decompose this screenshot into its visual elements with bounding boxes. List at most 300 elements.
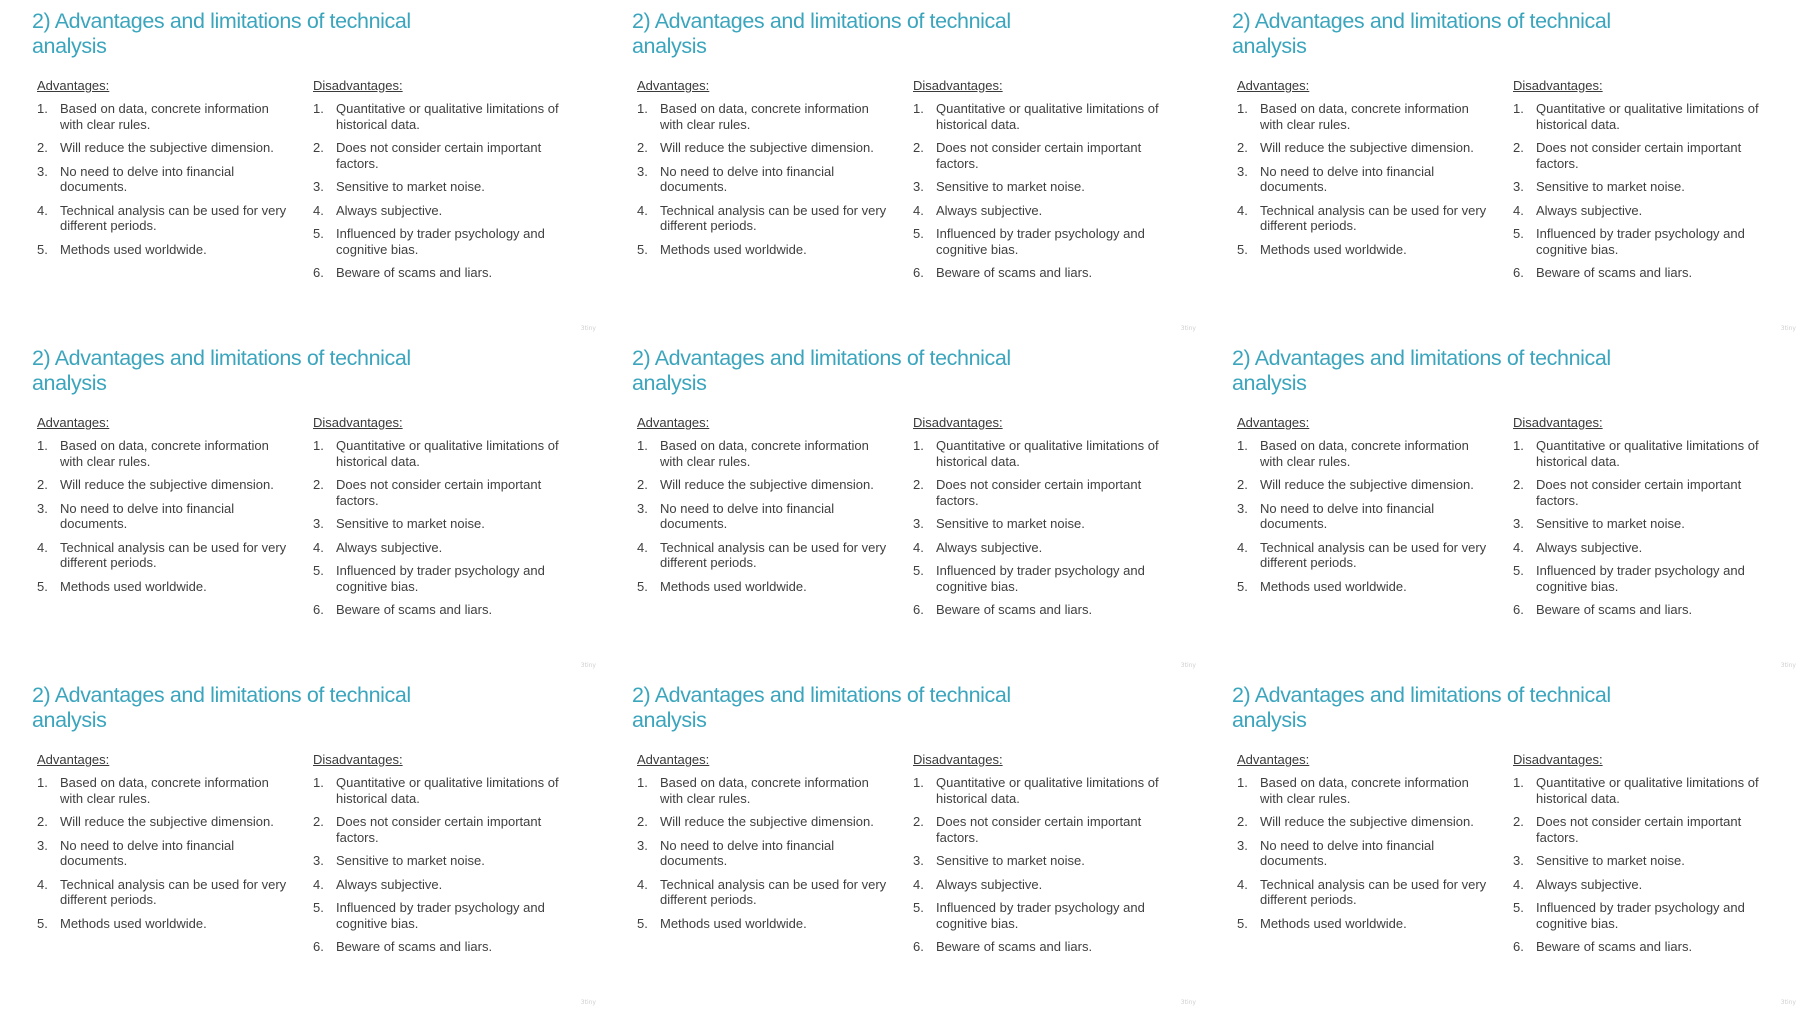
item-text: Always subjective. [1536,876,1643,892]
item-number: 4. [913,539,924,555]
item-number: 2. [913,814,924,829]
disadvantage-item [913,477,1183,508]
item-text: Technical analysis can be used for very different periods. [1260,876,1487,907]
disadvantage-item [313,438,583,469]
disadvantage-item [1513,477,1783,508]
disadvantage-item [913,140,1183,171]
advantage-item [1237,438,1492,469]
item-number: 4. [313,539,324,555]
disadvantages-list [313,775,583,955]
item-text: Technical analysis can be used for very different periods. [60,202,287,233]
advantage-item [1237,164,1492,195]
item-text: Sensitive to market noise. [1536,516,1685,531]
item-text: Methods used worldwide. [1260,915,1407,931]
disadvantage-item [313,602,583,618]
logo-watermark: 3tiny [580,325,596,332]
advantage-item [37,477,292,493]
item-text: Influenced by trader psychology and cognitive bias. [336,563,545,594]
disadvantages-heading: Disadvantages: [313,752,403,767]
disadvantages-list [1513,775,1783,955]
item-text: Quantitative or qualitative limitations of historical data. [936,438,1159,469]
advantage-item [37,916,292,932]
item-number: 3. [637,163,648,179]
advantage-item [637,438,892,469]
logo-watermark: 3tiny [1180,999,1196,1006]
disadvantage-item [313,939,583,955]
item-text: Methods used worldwide. [660,915,807,931]
advantages-column [1237,78,1492,265]
item-number: 4. [913,202,924,218]
item-text: No need to delve into financial documents. [660,500,835,531]
slide-thumbnail[interactable] [600,674,1200,1011]
advantage-item [37,579,292,595]
disadvantages-column [1513,78,1783,289]
item-number: 1. [1237,775,1248,790]
item-number: 3. [913,853,924,868]
item-text: Based on data, concrete information with clear rules. [60,101,269,132]
slide-thumbnail[interactable] [600,0,1200,337]
item-number: 1. [637,775,648,790]
item-number: 4. [37,876,48,892]
slide-title: 2) Advantages and limitations of technical analysis [632,9,1011,58]
item-number: 5. [1513,563,1524,578]
disadvantages-heading: Disadvantages: [913,78,1003,93]
item-number: 2. [637,814,648,829]
item-text: Based on data, concrete information with clear rules. [1260,438,1469,469]
item-text: Based on data, concrete information with clear rules. [1260,775,1469,806]
item-text: Always subjective. [936,876,1043,892]
item-text: No need to delve into financial documents. [1260,837,1435,868]
item-number: 5. [313,900,324,915]
item-number: 1. [37,101,48,116]
item-number: 2. [37,140,48,155]
item-text: Does not consider certain important factors. [336,140,542,171]
item-text: Beware of scams and liars. [936,265,1093,280]
advantage-item [637,916,892,932]
item-number: 4. [1513,876,1524,892]
item-number: 2. [637,477,648,492]
item-number: 3. [37,163,48,179]
disadvantages-heading: Disadvantages: [313,415,403,430]
item-number: 5. [1513,226,1524,241]
item-text: Beware of scams and liars. [936,939,1093,954]
item-number: 6. [313,265,324,280]
advantage-item [1237,838,1492,869]
disadvantage-item [913,540,1183,556]
disadvantage-item [313,540,583,556]
item-number: 5. [37,578,48,594]
item-text: Technical analysis can be used for very different periods. [660,539,887,570]
disadvantages-column [913,752,1183,963]
advantage-item [37,438,292,469]
item-text: Based on data, concrete information with clear rules. [660,775,869,806]
disadvantages-heading: Disadvantages: [1513,78,1603,93]
item-text: Quantitative or qualitative limitations of historical data. [1536,101,1759,132]
item-number: 3. [1237,163,1248,179]
advantage-item [637,814,892,830]
item-number: 2. [637,140,648,155]
disadvantages-list [1513,101,1783,281]
item-text: Will reduce the subjective dimension. [60,814,274,829]
item-number: 4. [637,876,648,892]
item-number: 2. [37,477,48,492]
item-text: Based on data, concrete information with clear rules. [660,438,869,469]
item-number: 5. [313,563,324,578]
advantages-heading: Advantages: [1237,415,1310,430]
item-number: 1. [37,775,48,790]
advantages-column [637,752,892,939]
item-number: 5. [637,241,648,257]
advantages-heading: Advantages: [1237,752,1310,767]
item-number: 3. [913,516,924,531]
item-number: 6. [913,939,924,954]
item-text: Based on data, concrete information with clear rules. [60,438,269,469]
item-text: Sensitive to market noise. [336,516,485,531]
disadvantage-item [313,900,583,931]
advantage-item [1237,242,1492,258]
advantage-item [637,140,892,156]
item-number: 5. [1237,915,1248,931]
slide-thumbnail[interactable] [0,0,600,337]
disadvantage-item [913,203,1183,219]
disadvantage-item [913,563,1183,594]
item-number: 3. [913,179,924,194]
item-text: Methods used worldwide. [60,241,207,257]
disadvantages-column [313,78,583,289]
item-text: Does not consider certain important factors. [1536,814,1742,845]
advantage-item [1237,775,1492,806]
disadvantage-item [313,563,583,594]
advantage-item [637,877,892,908]
disadvantages-heading: Disadvantages: [313,78,403,93]
disadvantage-item [913,900,1183,931]
advantage-item [37,838,292,869]
slide-title: 2) Advantages and limitations of technical analysis [32,683,411,732]
logo-watermark: 3tiny [1780,325,1796,332]
item-text: Methods used worldwide. [660,241,807,257]
item-number: 4. [913,876,924,892]
item-number: 1. [1513,101,1524,116]
item-number: 2. [313,814,324,829]
advantages-heading: Advantages: [1237,78,1310,93]
disadvantage-item [313,775,583,806]
advantages-column [37,78,292,265]
item-number: 2. [313,477,324,492]
item-text: Beware of scams and liars. [336,265,493,280]
item-number: 3. [313,853,324,868]
advantages-list [37,438,292,594]
item-number: 3. [37,837,48,853]
disadvantage-item [913,101,1183,132]
item-text: Does not consider certain important factors. [336,477,542,508]
advantages-list [37,775,292,931]
advantage-item [1237,501,1492,532]
item-number: 5. [637,915,648,931]
item-text: Always subjective. [936,539,1043,555]
item-number: 5. [1513,900,1524,915]
item-number: 1. [913,775,924,790]
advantages-column [637,415,892,602]
slide-thumbnail[interactable] [0,337,600,674]
item-number: 5. [1237,578,1248,594]
disadvantages-column [1513,752,1783,963]
advantage-item [1237,203,1492,234]
item-text: Based on data, concrete information with clear rules. [60,775,269,806]
disadvantage-item [1513,563,1783,594]
slide-thumbnail[interactable] [1200,674,1800,1011]
disadvantage-item [1513,179,1783,195]
item-text: Methods used worldwide. [60,915,207,931]
advantage-item [37,101,292,132]
item-number: 3. [1513,516,1524,531]
advantage-item [1237,916,1492,932]
item-text: No need to delve into financial documents. [660,163,835,194]
advantage-item [37,814,292,830]
disadvantage-item [913,602,1183,618]
advantage-item [637,540,892,571]
item-number: 4. [1513,539,1524,555]
slide-title: 2) Advantages and limitations of technical analysis [1232,683,1611,732]
disadvantages-column [313,415,583,626]
item-text: Will reduce the subjective dimension. [660,477,874,492]
item-text: Always subjective. [336,876,443,892]
item-text: Beware of scams and liars. [936,602,1093,617]
advantages-heading: Advantages: [37,752,110,767]
advantage-item [637,501,892,532]
disadvantage-item [913,516,1183,532]
item-text: Does not consider certain important factors. [936,140,1142,171]
slide-title: 2) Advantages and limitations of technical analysis [1232,9,1611,58]
item-text: No need to delve into financial documents. [660,837,835,868]
disadvantages-column [313,752,583,963]
disadvantages-heading: Disadvantages: [1513,752,1603,767]
item-number: 2. [1513,477,1524,492]
item-text: Methods used worldwide. [60,578,207,594]
item-text: Sensitive to market noise. [336,179,485,194]
advantage-item [37,775,292,806]
slide-title: 2) Advantages and limitations of technical analysis [32,346,411,395]
item-number: 1. [1237,101,1248,116]
item-number: 4. [637,202,648,218]
item-text: Technical analysis can be used for very different periods. [60,876,287,907]
logo-watermark: 3tiny [1780,662,1796,669]
disadvantage-item [1513,853,1783,869]
item-number: 4. [1237,876,1248,892]
disadvantage-item [313,516,583,532]
disadvantage-item [1513,516,1783,532]
disadvantage-item [1513,900,1783,931]
item-number: 6. [313,939,324,954]
disadvantage-item [1513,814,1783,845]
advantages-heading: Advantages: [37,415,110,430]
item-text: Quantitative or qualitative limitations of historical data. [1536,438,1759,469]
item-text: Technical analysis can be used for very different periods. [660,876,887,907]
disadvantages-column [913,415,1183,626]
item-text: Will reduce the subjective dimension. [660,814,874,829]
item-number: 1. [313,438,324,453]
item-number: 1. [37,438,48,453]
item-number: 1. [637,101,648,116]
disadvantage-item [313,814,583,845]
item-number: 6. [913,602,924,617]
advantage-item [1237,140,1492,156]
item-number: 6. [1513,939,1524,954]
slide-thumbnail[interactable] [1200,337,1800,674]
item-text: Influenced by trader psychology and cognitive bias. [336,900,545,931]
slide-title: 2) Advantages and limitations of technical analysis [1232,346,1611,395]
advantages-list [1237,438,1492,594]
disadvantage-item [913,939,1183,955]
advantage-item [637,838,892,869]
disadvantages-list [313,438,583,618]
item-number: 6. [1513,265,1524,280]
item-text: Quantitative or qualitative limitations of historical data. [1536,775,1759,806]
advantages-heading: Advantages: [37,78,110,93]
item-text: Influenced by trader psychology and cognitive bias. [936,900,1145,931]
advantage-item [637,101,892,132]
item-number: 2. [313,140,324,155]
slide-thumbnail[interactable] [600,337,1200,674]
item-text: Technical analysis can be used for very different periods. [60,539,287,570]
item-number: 2. [1237,140,1248,155]
advantage-item [637,203,892,234]
item-text: Always subjective. [1536,539,1643,555]
slide-title: 2) Advantages and limitations of technical analysis [632,346,1011,395]
advantage-item [37,203,292,234]
item-text: Sensitive to market noise. [936,853,1085,868]
disadvantage-item [1513,540,1783,556]
disadvantage-item [913,179,1183,195]
item-text: Quantitative or qualitative limitations of historical data. [336,438,559,469]
item-text: Will reduce the subjective dimension. [660,140,874,155]
disadvantage-item [913,814,1183,845]
disadvantage-item [913,226,1183,257]
advantage-item [37,164,292,195]
item-number: 3. [1237,837,1248,853]
item-number: 4. [1237,539,1248,555]
advantages-column [1237,752,1492,939]
advantages-column [37,752,292,939]
item-number: 3. [1513,179,1524,194]
advantage-item [1237,877,1492,908]
advantages-list [637,775,892,931]
item-text: No need to delve into financial documents. [60,163,235,194]
logo-watermark: 3tiny [580,999,596,1006]
item-number: 4. [313,876,324,892]
item-text: No need to delve into financial documents. [60,837,235,868]
item-number: 4. [1237,202,1248,218]
disadvantage-item [1513,939,1783,955]
item-number: 1. [1237,438,1248,453]
item-text: Quantitative or qualitative limitations of historical data. [336,775,559,806]
logo-watermark: 3tiny [1180,662,1196,669]
item-text: Sensitive to market noise. [936,516,1085,531]
slide-title: 2) Advantages and limitations of technical analysis [32,9,411,58]
advantages-list [1237,775,1492,931]
item-text: Methods used worldwide. [1260,578,1407,594]
item-number: 2. [913,140,924,155]
slide-thumbnail[interactable] [1200,0,1800,337]
disadvantage-item [913,265,1183,281]
disadvantage-item [313,203,583,219]
advantage-item [1237,579,1492,595]
advantage-item [637,242,892,258]
item-text: Does not consider certain important factors. [1536,140,1742,171]
advantages-list [637,438,892,594]
advantages-list [1237,101,1492,257]
item-number: 5. [913,900,924,915]
disadvantages-heading: Disadvantages: [1513,415,1603,430]
item-text: Does not consider certain important factors. [936,477,1142,508]
advantage-item [637,477,892,493]
item-text: Technical analysis can be used for very different periods. [1260,539,1487,570]
item-text: Beware of scams and liars. [1536,939,1693,954]
item-number: 4. [37,539,48,555]
item-number: 2. [37,814,48,829]
item-number: 2. [913,477,924,492]
item-number: 1. [313,775,324,790]
disadvantages-column [913,78,1183,289]
item-number: 5. [913,563,924,578]
item-number: 5. [37,915,48,931]
item-number: 5. [313,226,324,241]
item-number: 5. [37,241,48,257]
disadvantage-item [1513,602,1783,618]
item-number: 2. [1513,814,1524,829]
disadvantage-item [913,775,1183,806]
disadvantage-item [1513,140,1783,171]
item-text: Influenced by trader psychology and cognitive bias. [936,563,1145,594]
item-number: 1. [1513,438,1524,453]
item-number: 6. [913,265,924,280]
item-text: Technical analysis can be used for very different periods. [1260,202,1487,233]
disadvantage-item [1513,775,1783,806]
disadvantage-item [913,438,1183,469]
advantages-list [37,101,292,257]
item-text: Based on data, concrete information with clear rules. [660,101,869,132]
disadvantages-list [913,775,1183,955]
slide-title: 2) Advantages and limitations of technical analysis [632,683,1011,732]
item-text: Does not consider certain important factors. [336,814,542,845]
item-number: 4. [37,202,48,218]
item-text: Quantitative or qualitative limitations of historical data. [936,101,1159,132]
advantages-heading: Advantages: [637,752,710,767]
item-text: Influenced by trader psychology and cognitive bias. [336,226,545,257]
disadvantage-item [313,265,583,281]
item-text: Quantitative or qualitative limitations of historical data. [336,101,559,132]
item-text: Sensitive to market noise. [336,853,485,868]
advantage-item [637,164,892,195]
item-text: Methods used worldwide. [660,578,807,594]
item-text: Quantitative or qualitative limitations of historical data. [936,775,1159,806]
slide-thumbnail[interactable] [0,674,600,1011]
item-text: Will reduce the subjective dimension. [1260,477,1474,492]
item-number: 1. [913,101,924,116]
advantages-heading: Advantages: [637,415,710,430]
advantage-item [1237,540,1492,571]
advantage-item [637,579,892,595]
disadvantage-item [1513,101,1783,132]
item-number: 1. [1513,775,1524,790]
item-number: 6. [1513,602,1524,617]
logo-watermark: 3tiny [580,662,596,669]
item-number: 1. [913,438,924,453]
advantage-item [37,501,292,532]
item-text: Technical analysis can be used for very different periods. [660,202,887,233]
item-number: 5. [637,578,648,594]
advantage-item [1237,814,1492,830]
item-number: 3. [313,179,324,194]
